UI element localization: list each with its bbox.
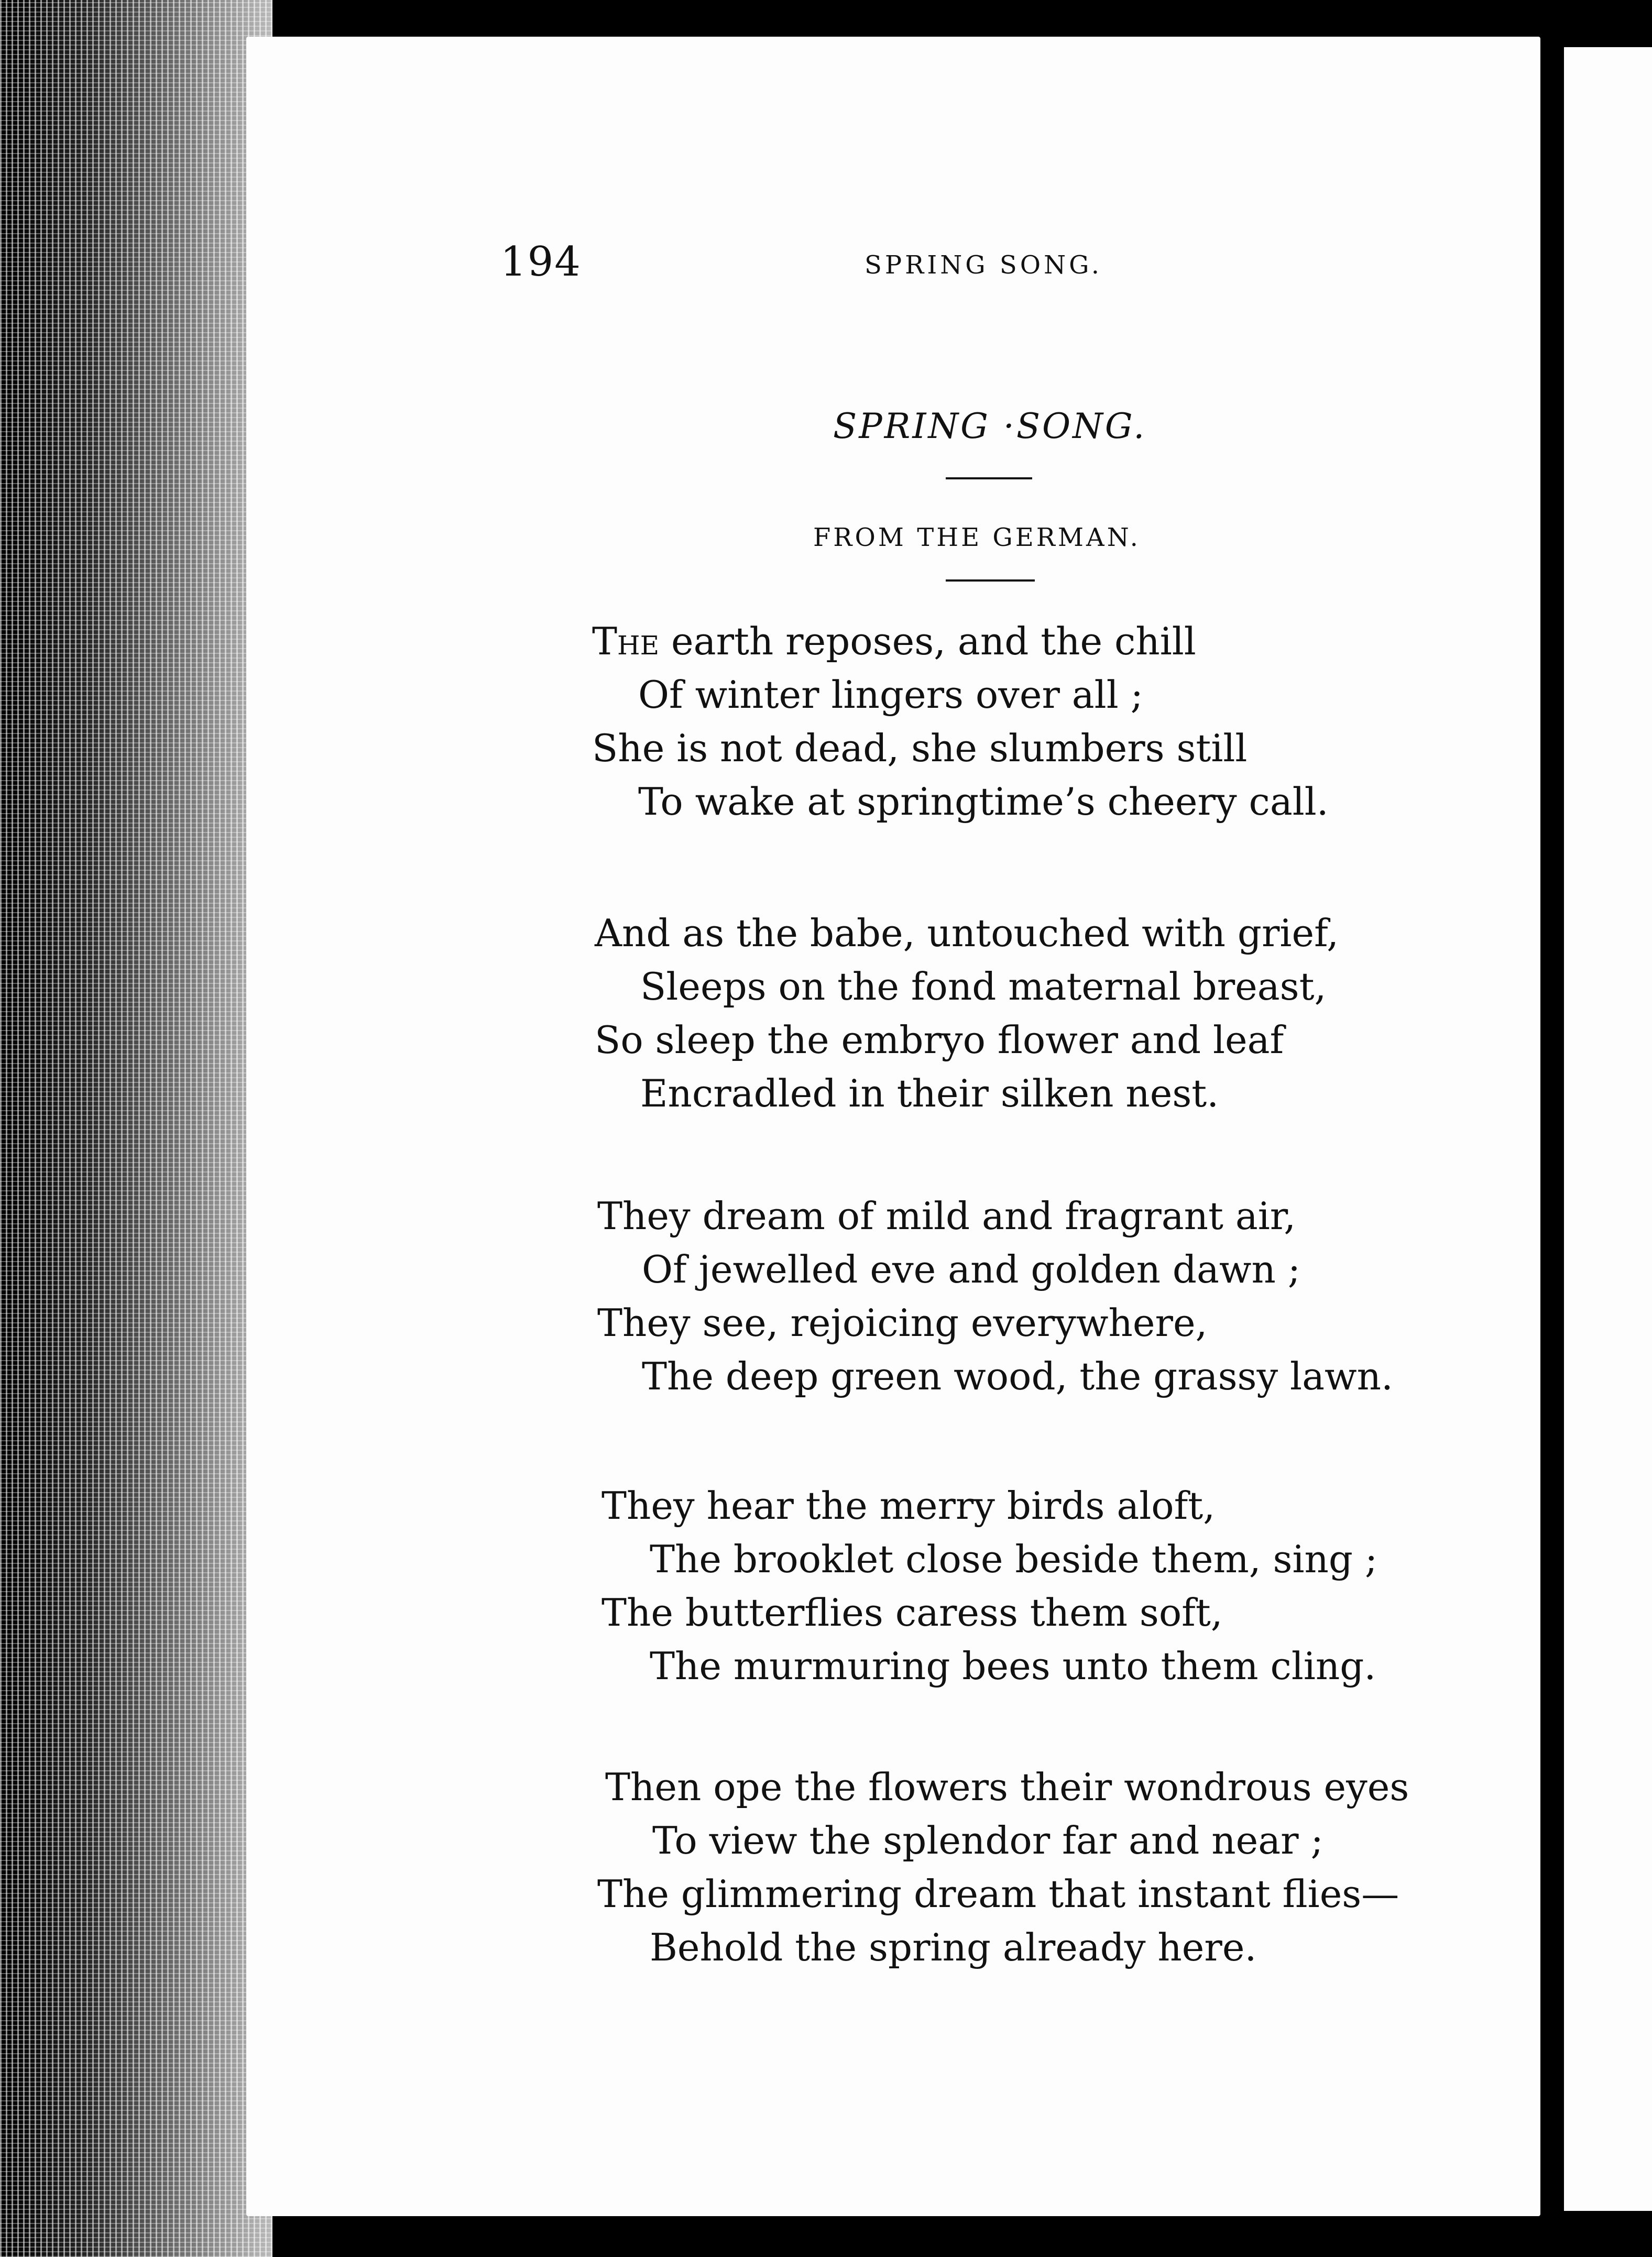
running-head: SPRING SONG. xyxy=(865,250,1103,280)
poem-line: They hear the merry birds aloft, xyxy=(601,1484,1216,1528)
title-rule xyxy=(946,477,1032,479)
poem-line: They see, rejoicing everywhere, xyxy=(597,1301,1208,1345)
poem-line: Sleeps on the fond maternal breast, xyxy=(640,965,1327,1009)
poem-line: Of winter lingers over all ; xyxy=(638,673,1143,717)
poem-line: The murmuring bees unto them cling. xyxy=(650,1644,1376,1688)
page-number: 194 xyxy=(500,238,582,286)
next-page-edge xyxy=(1564,47,1652,2211)
book-gutter-shadow xyxy=(0,0,272,2257)
poem-line: Behold the spring already here. xyxy=(650,1925,1257,1969)
subtitle-rule xyxy=(946,579,1035,582)
poem-title: SPRING ·SONG. xyxy=(833,406,1147,446)
poem-line: To wake at springtime’s cheery call. xyxy=(638,780,1329,824)
line-text: earth reposes, and the chill xyxy=(659,619,1196,663)
poem-subtitle: FROM THE GERMAN. xyxy=(813,523,1141,552)
poem-line: She is not dead, she slumbers still xyxy=(592,726,1248,770)
poem-line: Of jewelled eve and golden dawn ; xyxy=(642,1247,1301,1291)
poem-line: And as the babe, untouched with grief, xyxy=(595,911,1339,955)
poem-line xyxy=(592,619,1196,663)
poem-line: The glimmering dream that instant flies— xyxy=(597,1872,1399,1916)
poem-line: Encradled in their silken nest. xyxy=(640,1071,1219,1115)
poem-line: The butterflies caress them soft, xyxy=(601,1591,1223,1635)
poem-line: Then ope the flowers their wondrous eyes xyxy=(605,1765,1409,1809)
poem-line: The brooklet close beside them, sing ; xyxy=(650,1537,1378,1581)
poem-line: So sleep the embryo flower and leaf xyxy=(595,1018,1284,1062)
drop-word: The xyxy=(592,619,660,663)
poem-line: To view the splendor far and near ; xyxy=(652,1818,1323,1862)
poem-line: They dream of mild and fragrant air, xyxy=(597,1194,1296,1238)
poem-line: The deep green wood, the grassy lawn. xyxy=(642,1354,1393,1398)
